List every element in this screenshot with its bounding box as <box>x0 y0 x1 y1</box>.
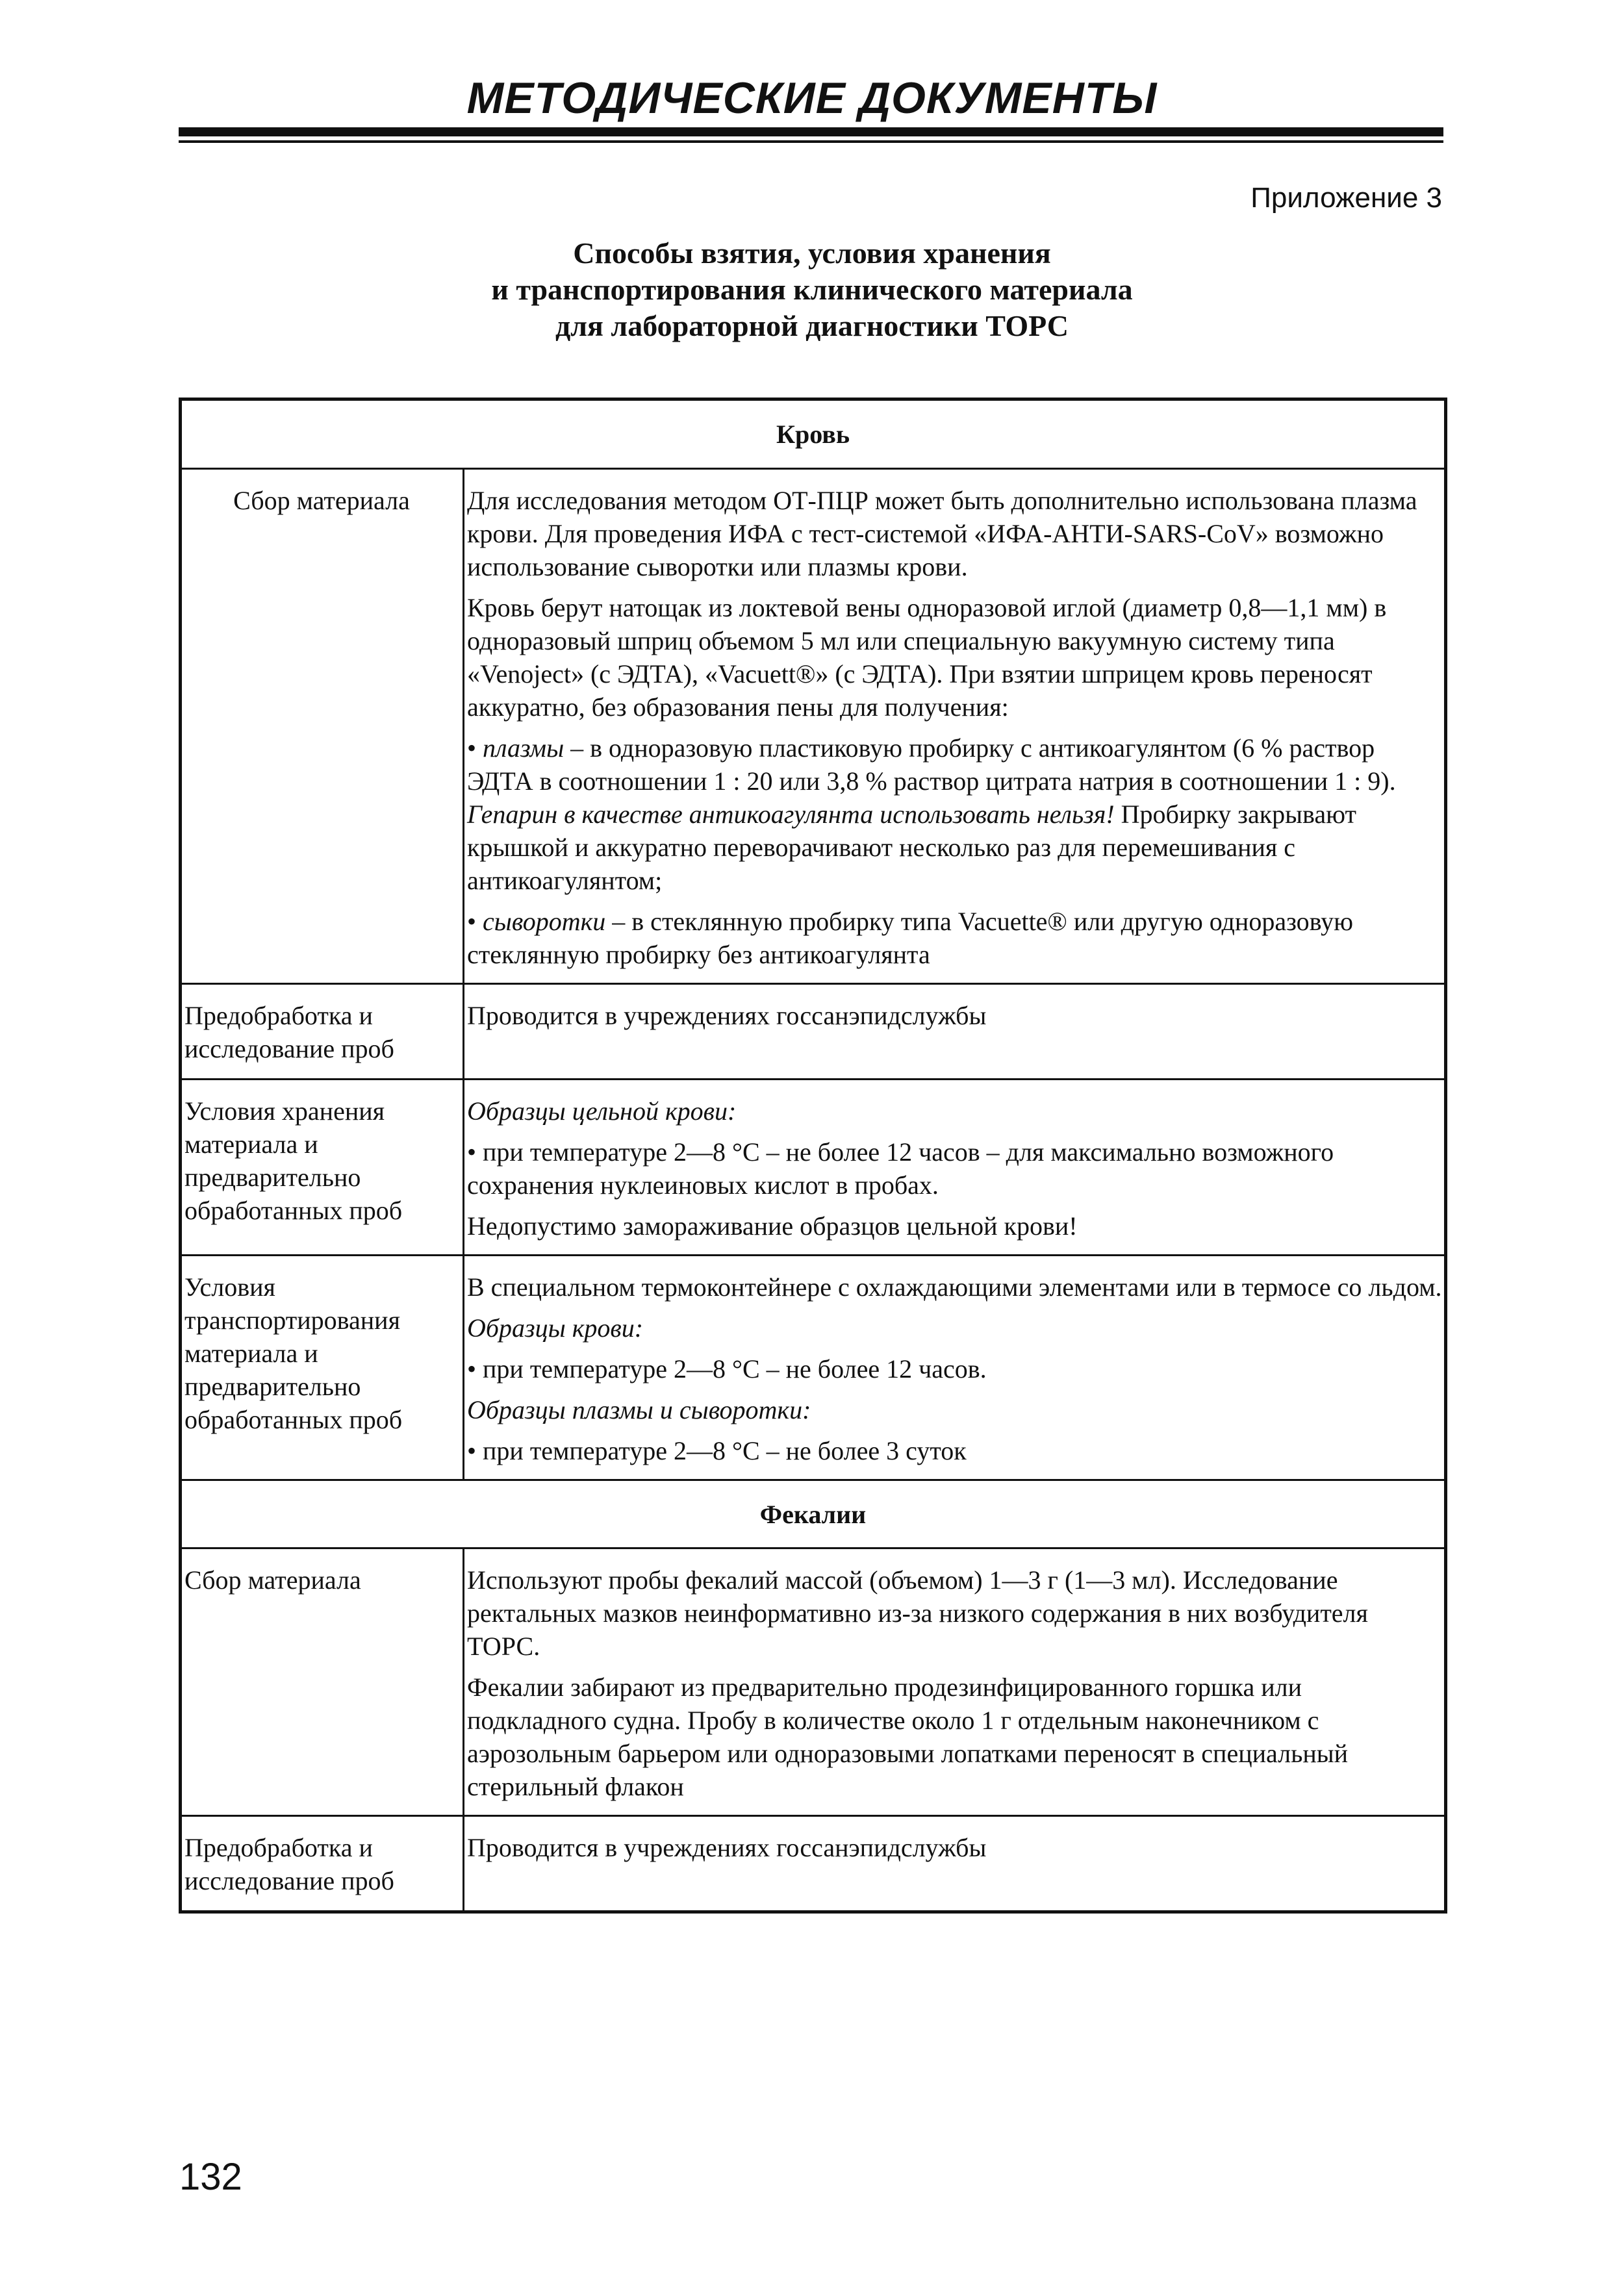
row-label-blood-collection: Сбор материала <box>181 469 464 984</box>
bullet-text: – в одноразовую пластиковую пробирку с антикоагулянтом (6 % раствор ЭДТА в соотношении 1 : 20 или 3,8 % раствор цитрата натрия в соотношении 1 : 9). <box>467 733 1396 796</box>
section-row-blood <box>181 399 1446 469</box>
paragraph: В специальном термоконтейнере с охлаждающими элементами или в термосе со льдом. <box>467 1272 1442 1302</box>
heparin-warning: Гепарин в качестве антикоагулянта использовать нельзя! <box>467 800 1115 829</box>
bullet-icon: • <box>467 1354 483 1384</box>
warning-note: Недопустимо замораживание образцов цельной крови! <box>467 1211 1078 1241</box>
appendix-label: Приложение 3 <box>1250 182 1442 214</box>
document-title-line-3: для лабораторной диагностики ТОРС <box>555 309 1069 342</box>
row-label-blood-transport: Условия транспортирования материала и предварительно обработанных проб <box>181 1256 464 1480</box>
table-row <box>181 1548 1446 1816</box>
bullet-text: при температуре 2—8 °С – не более 12 часов – для максимально возможного сохранения нуклеиновых кислот в пробах. <box>467 1137 1334 1200</box>
bullet-text: при температуре 2—8 °С – не более 3 суток <box>483 1436 967 1465</box>
table-row <box>181 1256 1446 1480</box>
term-plasma: плазмы <box>483 733 565 763</box>
document-title-line-1: Способы взятия, условия хранения <box>573 236 1051 270</box>
row-content-blood-storage <box>464 1080 1446 1256</box>
bullet-icon: • <box>467 733 483 763</box>
bullet-item <box>467 1352 1443 1385</box>
section-row-feces <box>181 1480 1446 1548</box>
row-content-blood-transport <box>464 1256 1446 1480</box>
header-rule-thick <box>179 127 1443 136</box>
specimen-table <box>179 398 1447 1914</box>
table-row <box>181 984 1446 1080</box>
term-serum: сыворотки <box>483 907 606 936</box>
paragraph: Фекалии забирают из предварительно продезинфицированного горшка или подкладного судна. Пробу в количестве около 1 г отдельным наконечником с аэрозольным барьером или одноразовыми лопатками переносят в специальный стерильный флакон <box>467 1673 1349 1801</box>
document-title-line-2: и транспортирования клинического материала <box>491 273 1133 306</box>
row-content-blood-processing: Проводится в учреждениях госсанэпидслужбы <box>464 984 1446 1080</box>
header-rule-thin <box>179 140 1443 143</box>
bullet-text: – в стеклянную пробирку типа Vacuette® или другую одноразовую стеклянную пробирку без антикоагулянта <box>467 907 1354 969</box>
bullet-icon: • <box>467 1137 483 1167</box>
bullet-item <box>467 905 1443 971</box>
row-content-feces-collection <box>464 1548 1446 1816</box>
bullet-icon: • <box>467 907 483 936</box>
bullet-item <box>467 1434 1443 1467</box>
paragraph: Используют пробы фекалий массой (объемом) 1—3 г (1—3 мл). Исследование ректальных мазков неинформативно из-за низкого содержания в них возбудителя ТОРС. <box>467 1565 1368 1661</box>
paragraph: Кровь берут натощак из локтевой вены одноразовой иглой (диаметр 0,8—1,1 мм) в одноразовый шприц объемом 5 мл или специальную вакуумную систему типа «Venoject» (с ЭДТА), «Vacuett®» (с ЭДТА). При взятии шприцем кровь переносят аккуратно, без образования пены для получения: <box>467 593 1387 722</box>
page-number: 132 <box>179 2156 242 2198</box>
subheading: Образцы плазмы и сыворотки: <box>467 1395 811 1424</box>
bullet-text: при температуре 2—8 °С – не более 12 часов. <box>483 1354 987 1384</box>
row-label-feces-collection: Сбор материала <box>181 1548 464 1816</box>
section-heading-feces: Фекалии <box>181 1480 1446 1548</box>
bullet-item <box>467 1135 1443 1202</box>
table-row <box>181 1816 1446 1912</box>
document-title <box>0 235 1624 344</box>
table-row <box>181 469 1446 984</box>
row-content-feces-processing: Проводится в учреждениях госсанэпидслужбы <box>464 1816 1446 1912</box>
paragraph: Для исследования методом ОТ-ПЦР может быть дополнительно использована плазма крови. Для проведения ИФА с тест-системой «ИФА-АНТИ-SARS-CoV» возможно использование сыворотки или плазмы крови. <box>467 486 1417 581</box>
table-row <box>181 1080 1446 1256</box>
row-label-blood-processing: Предобработка и исследование проб <box>181 984 464 1080</box>
bullet-text-tail: Пробирку закрывают крышкой и аккуратно переворачивают несколько раз для перемешивания с антикоагулянтом; <box>467 800 1356 895</box>
row-label-blood-storage: Условия хранения материала и предварительно обработанных проб <box>181 1080 464 1256</box>
running-header: МЕТОДИЧЕСКИЕ ДОКУМЕНТЫ <box>466 73 1158 123</box>
bullet-icon: • <box>467 1436 483 1465</box>
row-label-feces-processing: Предобработка и исследование проб <box>181 1816 464 1912</box>
subheading: Образцы крови: <box>467 1313 644 1343</box>
subheading: Образцы цельной крови: <box>467 1096 737 1126</box>
bullet-item <box>467 731 1443 897</box>
row-content-blood-collection <box>464 469 1446 984</box>
section-heading-blood: Кровь <box>181 399 1446 469</box>
